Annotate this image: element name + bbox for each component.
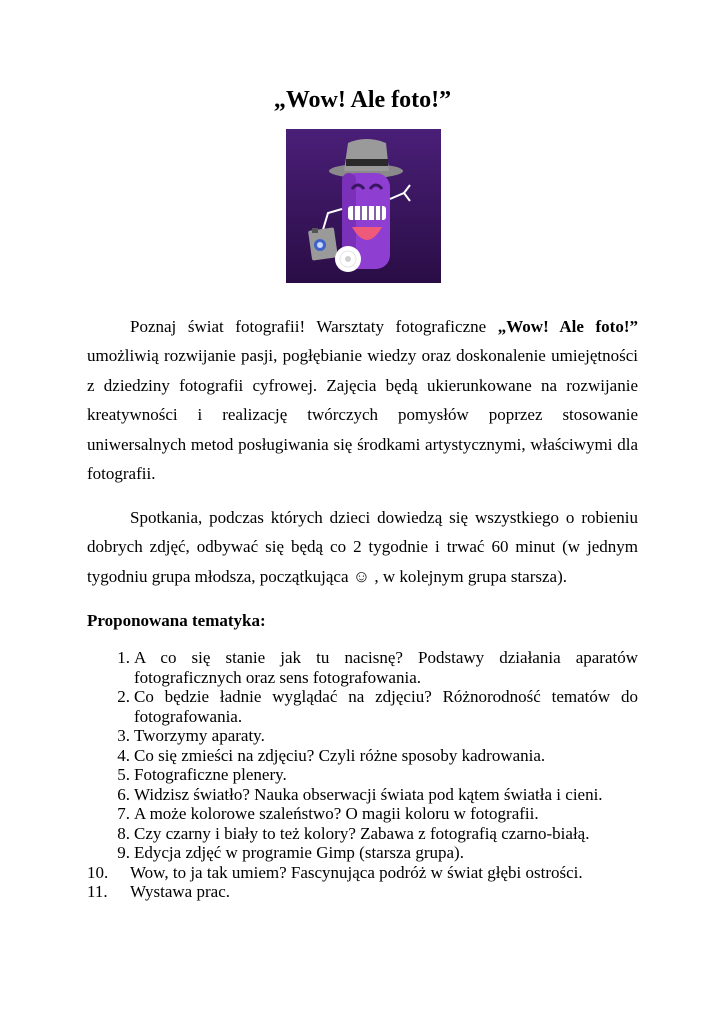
list-item-text: Widzisz światło? Nauka obserwacji świata pod kątem światła i cieni. [134,784,603,804]
list-item-number: 10. [87,862,109,882]
list-item [87,882,638,902]
list-item-text: Fotograficzne plenery. [134,765,287,784]
topics-list [87,648,638,902]
list-item [87,804,638,824]
list-item-number: 2. [117,687,130,706]
list-item [87,726,638,746]
list-item-text: Wystawa prac. [130,882,230,901]
list-item [87,648,638,687]
list-item-text: Edycja zdjęć w programie Gimp (starsza grupa). [134,843,464,862]
topics-heading: Proponowana tematyka: [87,611,266,630]
schedule-paragraph [87,503,638,591]
list-item-number: 3. [117,726,130,745]
list-item-number: 4. [117,745,130,765]
list-item-text: Wow, to ja tak umiem? Fascynująca podróż w świat głębi ostrości. [130,862,583,882]
list-item [87,824,638,844]
intro-bold-title: „Wow! Ale foto!” [497,317,638,336]
purple-character-with-camera-icon [286,129,441,283]
page-title: „Wow! Ale foto!” [273,87,452,113]
list-item-number: 6. [117,784,130,804]
list-item-number: 7. [117,804,130,823]
list-item-text: A może kolorowe szaleństwo? O magii koloru w fotografii. [134,804,539,823]
list-item-text: Co się zmieści na zdjęciu? Czyli różne sposoby kadrowania. [134,745,546,765]
intro-rest: umożliwią rozwijanie pasji, pogłębianie wiedzy oraz doskonalenie umiejętności z dziedziny fotografii cyfrowej. Zajęcia będą ukierunkowane na rozwijanie kreatywności i realizację twórczych pomysłów poprzez stosowanie uniwersalnych metod posługiwania się środkami artystycznymi, właściwymi dla fotografii. [87,346,638,484]
list-item [87,843,638,863]
list-item [87,863,638,883]
list-item-number: 8. [117,823,130,843]
intro-lead: Poznaj świat fotografii! Warsztaty fotograficzne [130,317,498,336]
list-item [87,765,638,785]
list-item-text: A co się stanie jak tu nacisnę? Podstawy działania aparatów fotograficznych oraz sens fotografowania. [134,648,638,687]
list-item-number: 5. [117,765,130,784]
intro-paragraph [87,312,638,488]
list-item-number: 1. [117,648,130,667]
list-item-number: 11. [87,882,108,901]
list-item-text: Co będzie ładnie wyglądać na zdjęciu? Różnorodność tematów do fotografowania. [134,687,638,726]
list-item [87,687,638,726]
list-item-text: Tworzymy aparaty. [134,726,265,745]
list-item [87,785,638,805]
list-item-number: 9. [117,843,130,862]
schedule-text: Spotkania, podczas których dzieci dowiedzą się wszystkiego o robieniu dobrych zdjęć, odbywać się będą co 2 tygodnie i trwać 60 minut (w jednym tygodniu grupa młodsza, początkująca ☺ , w kolejnym grupa starsza). [87,508,638,586]
list-item [87,746,638,766]
list-item-text: Czy czarny i biały to też kolory? Zabawa z fotografią czarno-białą. [134,823,590,843]
